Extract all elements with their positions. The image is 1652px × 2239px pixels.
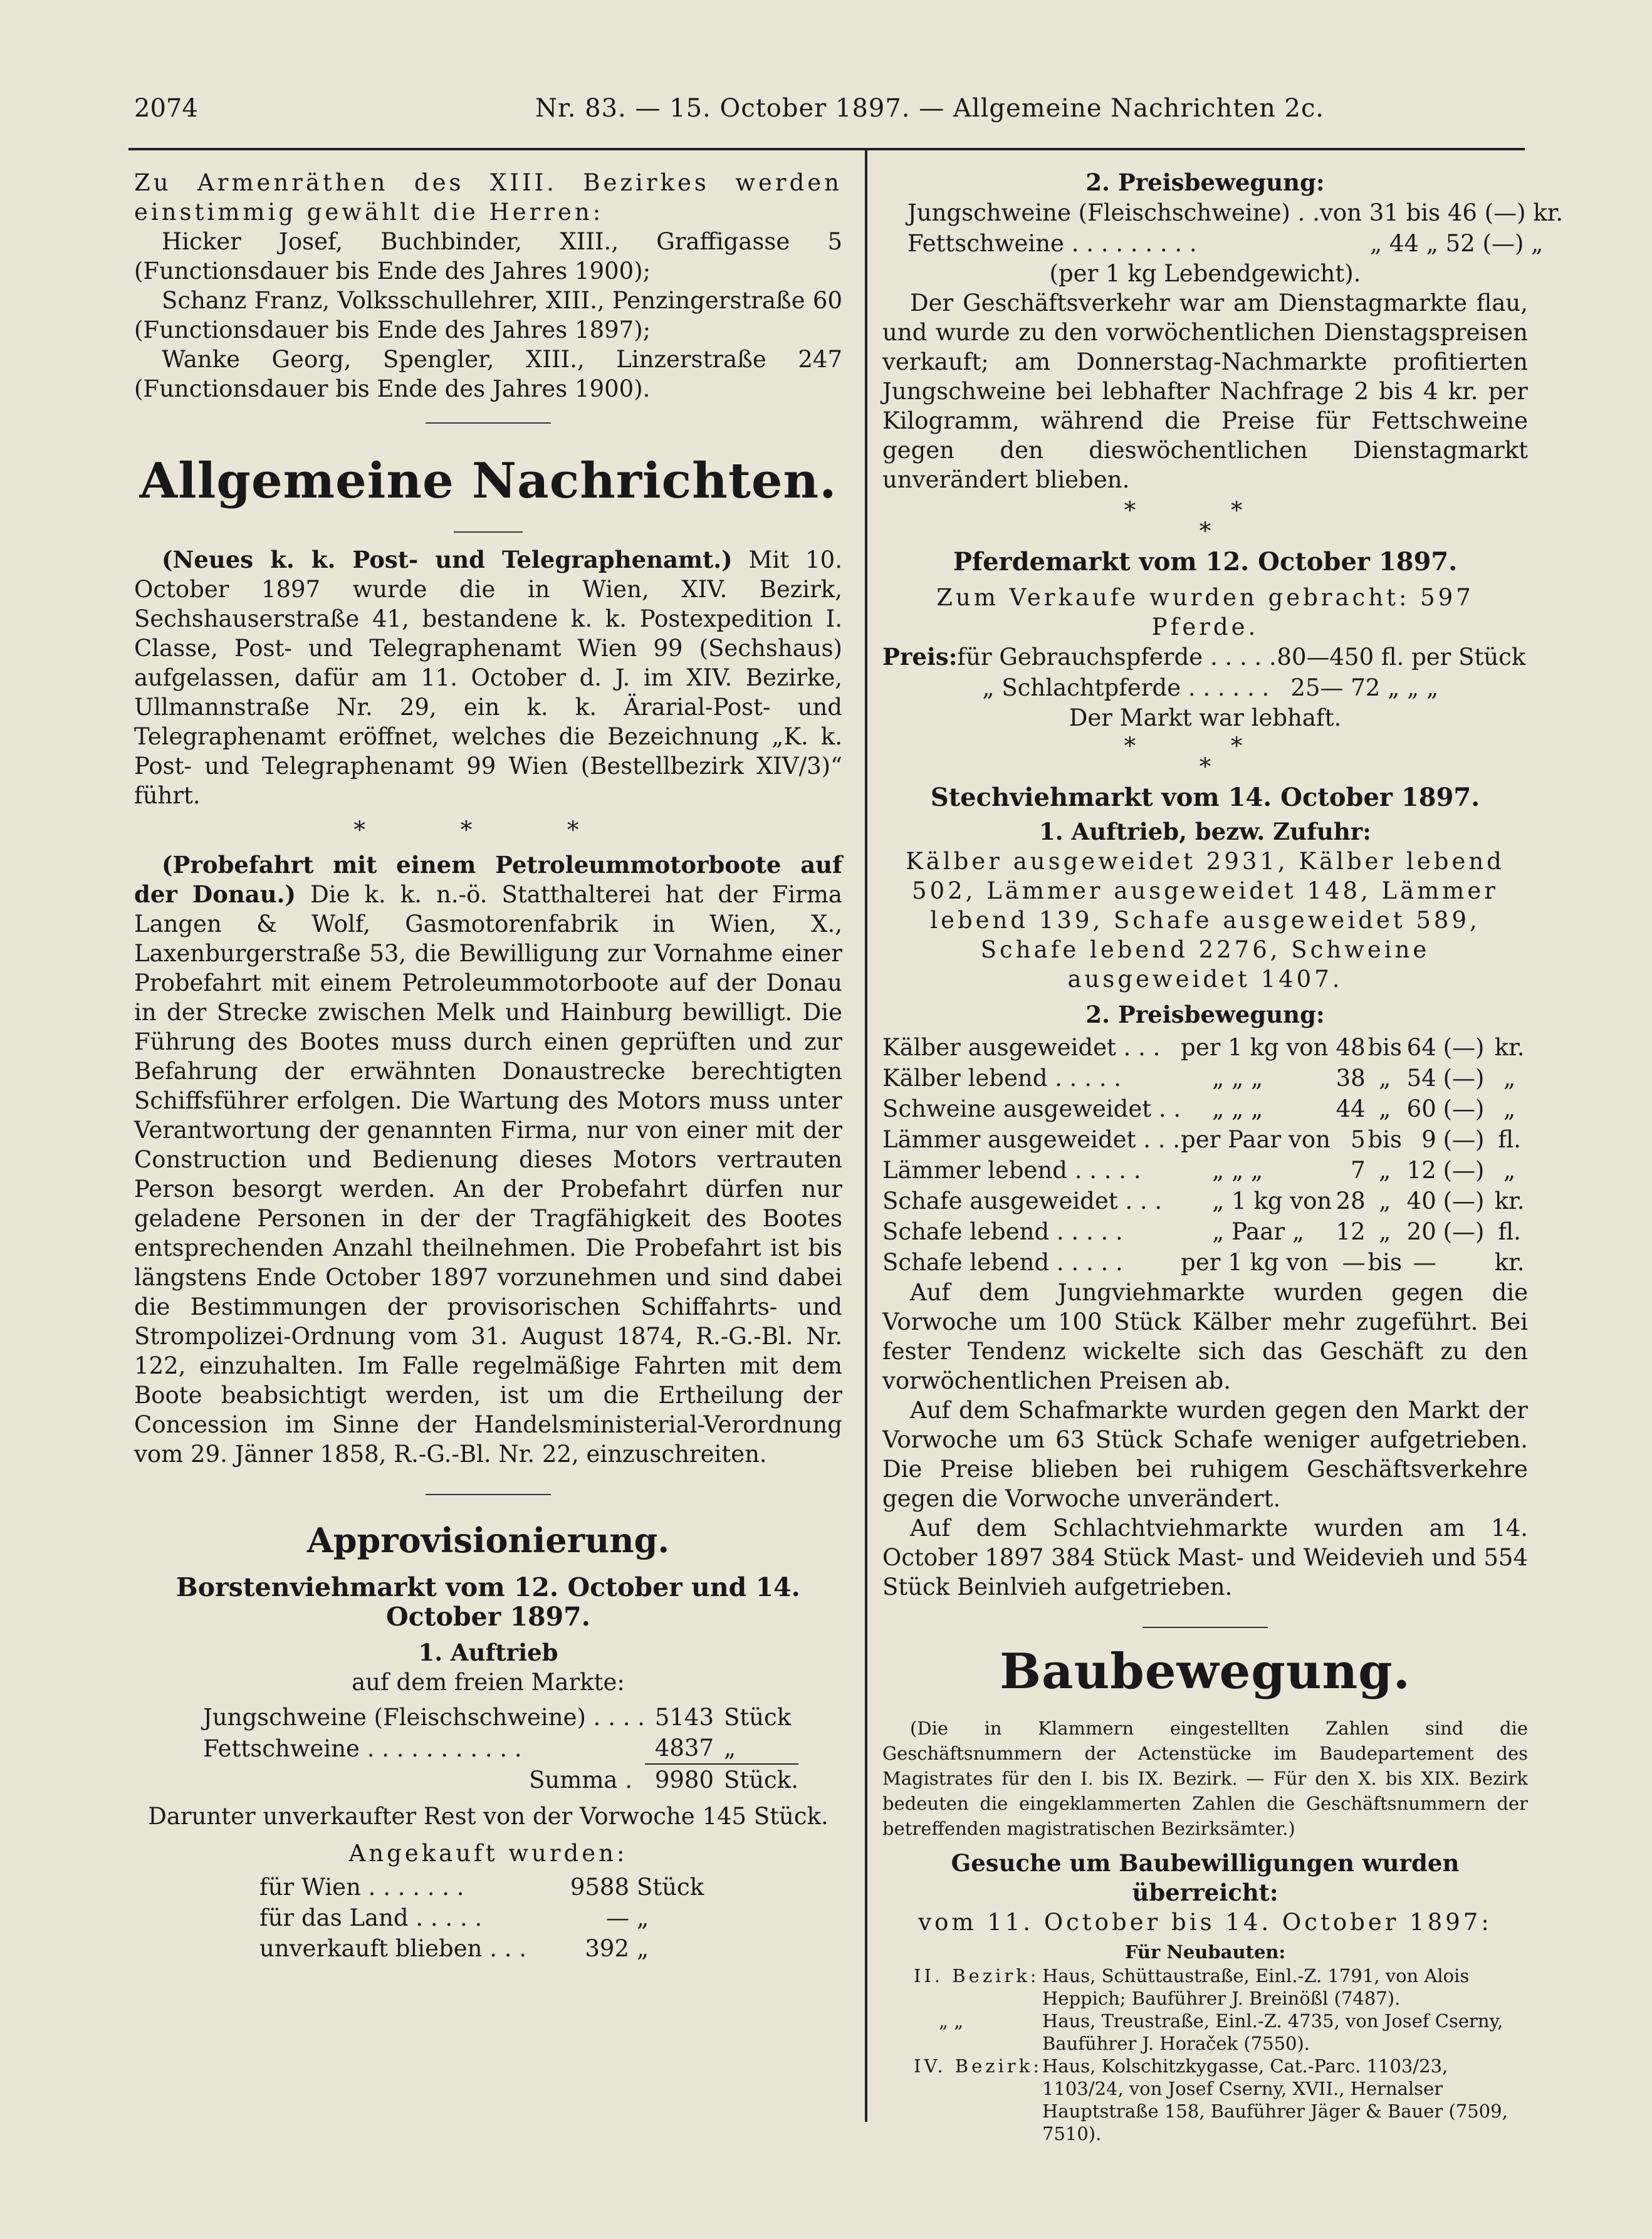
row-prev: (—) (1443, 1187, 1485, 1214)
bau-entries (914, 1965, 1528, 2145)
row-from: 12 (1336, 1218, 1366, 1245)
row-basis: „ 1 kg von (1212, 1187, 1332, 1214)
row-label: Summa . (529, 1766, 633, 1793)
armenraethe-intro: Zu Armenräthen des XIII. Bezirkes werden einstimmig gewählt die Herren: (134, 169, 842, 226)
row-unit: fl. (1498, 1126, 1521, 1153)
row-basis: „ „ „ (1212, 1095, 1263, 1122)
angekauft-heading: Angekauft wurden: (348, 1840, 628, 1867)
auftrieb-subheading: auf dem freien Markte: (352, 1669, 625, 1696)
table-row (907, 228, 1563, 259)
section-title-nachrichten: Allgemeine Nachrichten. (139, 452, 837, 509)
row-unit: Stück (637, 1874, 704, 1901)
auftrieb-heading: 1. Auftrieb, bezw. Zufuhr: (1039, 818, 1371, 845)
row-from: 38 (1336, 1065, 1366, 1092)
section-divider (1142, 1627, 1268, 1628)
table-row (882, 672, 1525, 703)
row-label: Lämmer ausgeweidet . . . (882, 1126, 1181, 1153)
row-value: 25— 72 „ „ „ (1290, 674, 1439, 701)
row-to: 9 (1421, 1126, 1436, 1153)
table-row (259, 1872, 704, 1902)
list-item (914, 1965, 1528, 2010)
section-divider (426, 1494, 551, 1495)
baubewegung-note: (Die in Klammern eingestellten Zahlen sind die Geschäftsnummern der Actenstücke im Baudepartement des Magistrates für den I. bis IX. Bezirk. — Für den X. bis XIX. Bezirk bedeuten die eingeklammerten Zahlen die Geschäftsnummern der betreffenden magistratischen Bezirksämter.) (882, 1718, 1528, 1839)
running-title: Nr. 83. — 15. October 1897. — Allgemeine Nachrichten 2c. (535, 94, 1325, 123)
row-label: Schafe lebend . . . . . (882, 1249, 1123, 1276)
row-bis: bis (1367, 1034, 1402, 1061)
row-label: unverkauft blieben . . . (259, 1935, 527, 1962)
row-value: 4837 (654, 1735, 714, 1761)
row-label: Schafe lebend . . . . . (882, 1218, 1123, 1245)
table-row (882, 1216, 1528, 1247)
bezirk-label: IV. Bezirk: (914, 2055, 1042, 2077)
row-bis: „ (1379, 1157, 1391, 1184)
table-row (882, 1032, 1528, 1063)
row-label: Kälber ausgeweidet . . . (882, 1034, 1161, 1061)
left-column (134, 168, 842, 1964)
separator-star: * (1199, 753, 1211, 780)
row-basis: per Paar von (1181, 1126, 1330, 1153)
preis-note: (per 1 kg Lebendgewicht). (1049, 260, 1361, 287)
row-from: 5 (1351, 1126, 1366, 1153)
news-item-body: Die k. k. n.-ö. Statthalterei hat der Firma Langen & Wolf, Gasmotorenfabrik in Wien, X., Laxenburgerstraße 53, die Bewilligung zur Vornahme einer Probefahrt mit einem Petroleummotorboote auf der Donau in der Strecke zwischen Melk und Hainburg bewilligt. Die Führung des Bootes muss durch einen geprüften und zur Befahrung der erwähnten Donaustrecke berechtigten Schiffsführer erfolgen. Die Wartung des Motors muss unter Verantwortung der genannten Firma, nur von einer mit der Construction und Bedienung dieses Motors vertrauten Person besorgt werden. An der Probefahrt dürfen nur geladene Personen in der der Tragfähigkeit des Bootes entsprechenden Anzahl theilnehmen. Die Probefahrt ist bis längstens Ende October 1897 vorzunehmen und sind dabei die Bestimmungen der provisorischen Schiffahrts- und Strompolizei-Ordnung vom 31. August 1874, R.-G.-Bl. Nr. 122, einzuhalten. Im Falle regelmäßige Fahrten mit dem Boote beabsichtigt werden, ist um die Ertheilung der Concession im Sinne der Handelsministerial-Verordnung vom 29. Jänner 1858, R.-G.-Bl. Nr. 22, einzuschreiten. (134, 881, 842, 1468)
row-bis: „ (1379, 1065, 1391, 1092)
pferde-supply: Zum Verkaufe wurden gebracht: 597 Pferde. (936, 584, 1474, 640)
row-unit: „ (637, 1904, 649, 1931)
news-item-telegraphenamt (134, 545, 842, 810)
row-unit: „ (1503, 1157, 1516, 1184)
market-title-borstenvieh: Borstenviehmarkt vom 12. October und 14. October 1897. (176, 1572, 800, 1632)
armenrat-entry: Schanz Franz, Volksschullehrer, XIII., Penzingerstraße 60 (Functionsdauer bis Ende des Jahres 1897); (134, 287, 842, 343)
row-prev: (—) (1443, 1218, 1485, 1245)
separator-star: * (1199, 518, 1211, 545)
row-unit: kr. (1494, 1034, 1525, 1061)
row-prev: (—) (1443, 1126, 1485, 1153)
list-item (914, 2055, 1528, 2145)
row-bis: „ (1379, 1218, 1391, 1245)
row-bis: bis (1367, 1126, 1402, 1153)
table-row (882, 1247, 1528, 1278)
table-row (882, 1063, 1528, 1093)
bezirk-label: II. Bezirk: (914, 1965, 1040, 1986)
row-label: Jungschweine (Fleischschweine) . . . . (203, 1704, 646, 1731)
table-row (203, 1702, 798, 1733)
row-value: „ 44 „ 52 (—) „ (1369, 230, 1544, 257)
armenrat-entry: Hicker Josef, Buchbinder, XIII., Graffigasse 5 (Functionsdauer bis Ende des Jahres 1900); (134, 228, 842, 284)
separator-stars: * * * (353, 817, 623, 843)
news-item-heading: (Neues k. k. Post- und Telegraphenamt.) (162, 546, 733, 573)
row-value: von 31 bis 46 (—) kr. (1319, 199, 1564, 226)
page-number: 2074 (134, 94, 198, 123)
row-unit: fl. (1498, 1218, 1521, 1245)
bau-entry-text: Haus, Kolschitzkygasse, Cat.-Parc. 1103/23, 1103/24, von Josef Cserny, XVII., Hernalser Hauptstraße 158, Bauführer Jäger & Bauer (7509, 7510). (1042, 2055, 1508, 2144)
market-report: Auf dem Schafmarkte wurden gegen den Markt der Vorwoche um 63 Stück Schafe weniger aufgetrieben. Die Preise blieben bei ruhigem Geschäftsverkehre gegen die Vorwoche unverändert. (882, 1397, 1528, 1512)
header-rule (128, 148, 1525, 150)
row-label: Fettschweine . . . . . . . . . . . (203, 1735, 522, 1762)
table-row (882, 1093, 1528, 1124)
market-title-pferde: Pferdemarkt vom 12. October 1897. (953, 547, 1458, 577)
row-to: 20 (1406, 1218, 1436, 1245)
row-bis: bis (1367, 1249, 1402, 1276)
row-basis: per 1 kg von (1181, 1249, 1329, 1276)
row-label: Schweine ausgeweidet . . (882, 1095, 1181, 1122)
news-item-probefahrt (134, 850, 842, 1469)
row-value: — (606, 1904, 629, 1931)
row-from: — (1342, 1249, 1366, 1276)
bau-entry-text: Haus, Schüttaustraße, Einl.-Z. 1791, von Alois Heppich; Bauführer J. Breinößl (7487). (1042, 1965, 1470, 2009)
armenrat-entry: Wanke Georg, Spengler, XIII., Linzerstraße 247 (Functionsdauer bis Ende des Jahres 1900). (134, 346, 842, 402)
row-value: 5143 (654, 1704, 714, 1731)
list-item (914, 2010, 1528, 2055)
row-label: Kälber lebend . . . . . (882, 1065, 1122, 1092)
separator-stars: * * (1124, 497, 1287, 524)
row-unit: „ (637, 1935, 649, 1962)
row-prev (1436, 1247, 1492, 1278)
row-label: Jungschweine (Fleischschweine) . . (907, 199, 1320, 226)
section-title-approvisionierung: Approvisionierung. (306, 1520, 670, 1560)
row-from: 48 (1336, 1034, 1366, 1061)
table-row (259, 1902, 704, 1933)
row-unit: „ (1503, 1095, 1516, 1122)
market-report: Auf dem Schlachtviehmarkte wurden am 14. October 1897 384 Stück Mast- und Weidevieh und 554 Stück Beinlvieh aufgetrieben. (882, 1515, 1528, 1600)
market-report: Der Geschäftsverkehr war am Dienstagmarkte flau, und wurde zu den vorwöchentlichen Dienstagspreisen verkauft; am Donnerstag-Nachmarkte profitierten Jungschweine bei lebhafter Nachfrage 2 bis 4 kr. per Kilogramm, während die Preise für Fettschweine gegen den dieswöchentlichen Dienstagmarkt unverändert blieben. (882, 290, 1528, 493)
gesuche-zeitraum: vom 11. October bis 14. October 1897: (918, 1909, 1492, 1936)
row-value: 9588 (570, 1874, 629, 1901)
row-to: 40 (1406, 1187, 1436, 1214)
row-value: 80—450 fl. per Stück (1277, 644, 1526, 671)
row-label: für Gebrauchspferde . . . . . (957, 644, 1277, 671)
table-row (882, 1186, 1528, 1216)
pferde-remark: Der Markt war lebhaft. (1069, 704, 1342, 731)
row-basis: per 1 kg von (1181, 1034, 1329, 1061)
row-unit: kr. (1494, 1187, 1525, 1214)
preisbewegung-heading: 2. Preisbewegung: (1085, 169, 1325, 196)
row-unit: kr. (1494, 1249, 1525, 1276)
bezirk-label: „ „ (939, 2010, 964, 2032)
table-row (882, 642, 1525, 672)
row-prev: (—) (1443, 1065, 1485, 1092)
row-basis: „ „ „ (1212, 1157, 1263, 1184)
row-to: 64 (1406, 1034, 1436, 1061)
auftrieb-table (203, 1702, 798, 1795)
row-label: für Wien . . . . . . . (259, 1874, 464, 1901)
market-title-stechvieh: Stechviehmarkt vom 14. October 1897. (930, 783, 1480, 812)
row-label: „ Schlachtpferde . . . . . . (982, 674, 1270, 701)
row-prev: (—) (1443, 1095, 1485, 1122)
row-prev: (—) (1443, 1034, 1485, 1061)
title-underline (454, 531, 523, 533)
row-to: 60 (1406, 1095, 1436, 1122)
preis-label: Preis: (882, 643, 958, 671)
table-row (882, 1124, 1528, 1155)
row-label: Lämmer lebend . . . . . (882, 1157, 1141, 1184)
row-to: 54 (1406, 1065, 1436, 1092)
row-from: 7 (1351, 1157, 1366, 1184)
row-label: Fettschweine . . . . . . . . . (907, 230, 1197, 257)
column-rule (865, 148, 867, 2122)
row-label: für das Land . . . . . (259, 1904, 483, 1931)
row-unit: Stück. (714, 1764, 798, 1795)
news-item-heading: (Probefahrt mit einem Petroleummotorboote auf der Donau.) (134, 851, 842, 908)
table-row (203, 1733, 798, 1764)
bau-entry-text: Haus, Treustraße, Einl.-Z. 4735, von Josef Cserny, Bauführer J. Horaček (7550). (1042, 2010, 1503, 2054)
row-value: 9980 (645, 1764, 714, 1795)
row-bis: „ (1379, 1095, 1391, 1122)
separator-stars: * * (1124, 733, 1287, 759)
neubauten-heading: Für Neubauten: (1124, 1941, 1286, 1963)
section-title-baubewegung: Baubewegung. (1000, 1643, 1411, 1700)
stechvieh-preis-table (882, 1032, 1528, 1278)
row-to: — (1413, 1249, 1436, 1276)
right-column (882, 168, 1564, 2145)
pferde-preis-table (882, 642, 1525, 703)
preis-table (907, 197, 1563, 259)
row-basis: „ „ „ (1212, 1065, 1263, 1092)
table-row-sum (203, 1764, 798, 1795)
table-row (907, 197, 1563, 228)
news-item-body: Mit 10. October 1897 wurde die in Wien, XIV. Bezirk, Sechshauserstraße 41, bestandene k. k. Postexpedition I. Classe, Post- und Telegraphenamt Wien 99 (Sechshaus) aufgelassen, dafür am 11. October d. J. im XIV. Bezirke, Ullmannstraße Nr. 29, ein k. k. Ärarial-Post- und Telegraphenamt eröffnet, welches die Bezeichnung „K. k. Post- und Telegraphenamt 99 Wien (Bestellbezirk XIV/3)“ führt. (134, 546, 842, 809)
row-to: 12 (1406, 1157, 1436, 1184)
row-from: 28 (1336, 1187, 1366, 1214)
section-divider (426, 422, 551, 424)
row-value: 392 (585, 1935, 629, 1962)
gesuche-heading: Gesuche um Baubewilligungen wurden überreicht: (951, 1849, 1460, 1906)
auftrieb-text: Kälber ausgeweidet 2931, Kälber lebend 502, Lämmer ausgeweidet 148, Lämmer lebend 139, Schafe ausgeweidet 589, Schafe lebend 2276, Schweine ausgeweidet 1407. (906, 848, 1505, 993)
preisbewegung-heading: 2. Preisbewegung: (1085, 1001, 1325, 1028)
market-report: Auf dem Jungviehmarkte wurden gegen die Vorwoche um 100 Stück Kälber mehr zugeführt. Bei fester Tendenz wickelte sich das Geschäft zu den vorwöchentlichen Preisen ab. (882, 1279, 1528, 1394)
auftrieb-heading: 1. Auftrieb (418, 1639, 558, 1666)
row-label: Schafe ausgeweidet . . . (882, 1187, 1163, 1214)
row-prev: (—) (1443, 1157, 1485, 1184)
row-unit: „ (724, 1735, 736, 1761)
angekauft-table (259, 1872, 704, 1964)
table-row (259, 1933, 704, 1964)
row-bis: „ (1379, 1187, 1391, 1214)
table-row (882, 1155, 1528, 1186)
row-unit: Stück (724, 1704, 792, 1731)
rest-note: Darunter unverkaufter Rest von der Vorwoche 145 Stück. (148, 1803, 829, 1830)
row-unit: „ (1503, 1065, 1516, 1092)
page-header (134, 94, 1510, 132)
row-basis: „ Paar „ (1212, 1218, 1305, 1245)
row-from: 44 (1336, 1095, 1366, 1122)
